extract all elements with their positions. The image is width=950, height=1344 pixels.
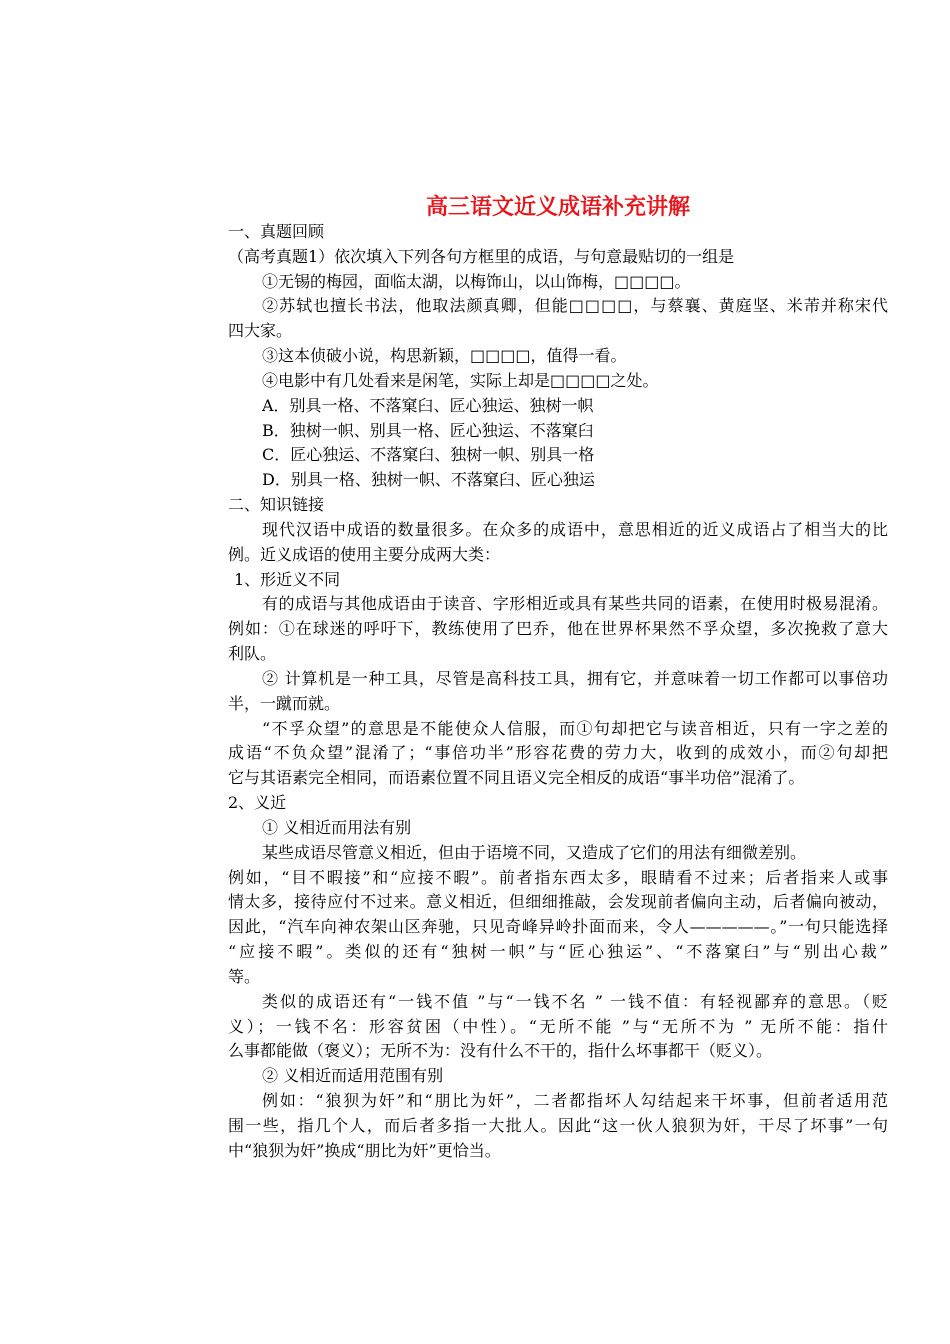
sub-point-heading: ① 义相近而用法有别 [262, 817, 412, 837]
text-line: 例如：①在球迷的呼吁下，教练使用了巴乔，他在世界杯果然不孚众望，多次挽救了意大 [228, 619, 888, 639]
text-line: 利队。 [228, 644, 277, 664]
text-line: 某些成语尽管意义相近，但由于语境不同，又造成了它们的用法有细微差别。 [262, 842, 807, 862]
subsection-heading: 1、形近义不同 [234, 569, 341, 589]
text-line: 现代汉语中成语的数量很多。在众多的成语中，意思相近的近义成语占了相当大的比 [262, 519, 888, 539]
text-line: 例如：“狼狈为奸”和“朋比为奸”，二者都指坏人勾结起来干坏事，但前者适用范 [262, 1090, 888, 1110]
page-title: 高三语文近义成语补充讲解 [425, 194, 690, 220]
question-sentence-4: ④电影中有几处看来是闲笔，实际上却是□□□□之处。 [262, 370, 659, 390]
question-sentence-3: ③这本侦破小说，构思新颖，□□□□，值得一看。 [262, 346, 627, 366]
question-sentence-2: ②苏轼也擅长书法，他取法颜真卿，但能□□□□，与蔡襄、黄庭坚、米芾并称宋代 [262, 296, 888, 316]
text-line: 例如，“目不暇接”和“应接不暇”。前者指东西太多，眼睛看不过来；后者指来人或事 [228, 867, 888, 887]
document-body [228, 220, 888, 1163]
text-line: 义）；一钱不名：形容贫困（中性）。“无所不能 ”与“无所不为 ” 无所不能：指什 [228, 1016, 888, 1036]
text-line: 例。近义成语的使用主要分成两大类： [228, 544, 501, 564]
text-line: 么事都能做（褒义）；无所不为：没有什么不干的，指什么坏事都干（贬义）。 [228, 1041, 773, 1061]
question-sentence-1: ①无锡的梅园，面临太湖，以梅饰山，以山饰梅，□□□□。 [262, 271, 691, 291]
text-line: 等。 [228, 966, 261, 986]
text-line: 半，一蹴而就。 [228, 693, 341, 713]
option-a: A．别具一格、不落窠臼、匠心独运、独树一帜 [262, 395, 594, 415]
question-stem: （高考真题1）依次填入下列各句方框里的成语，与句意最贴切的一组是 [228, 246, 735, 266]
option-b: B．独树一帜、别具一格、匠心独运、不落窠臼 [262, 420, 594, 440]
text-line: 中“狼狈为奸”换成“朋比为奸”更恰当。 [228, 1140, 501, 1160]
text-line: 情太多，接待应付不过来。意义相近，但细细推敲，会发现前者偏向主动，后者偏向被动， [228, 892, 888, 912]
text-line: “应接不暇”。类似的还有“独树一帜”与“匠心独运”、“不落窠臼”与“别出心裁” [228, 942, 888, 962]
text-line: 围一些，指几个人，而后者多指一大批人。因此“这一伙人狼狈为奸，干尽了坏事”一句 [228, 1115, 888, 1135]
text-line: 因此，“汽车向神农架山区奔驰，只见奇峰异岭扑面而来，令人—————。”一句只能选择 [228, 917, 888, 937]
option-d: D．别具一格、独树一帜、不落窠臼、匠心独运 [262, 470, 595, 490]
text-line: ② 计算机是一种工具，尽管是高科技工具，拥有它，并意味着一切工作都可以事倍功 [262, 668, 888, 688]
text-line: “不孚众望”的意思是不能使众人信服，而①句却把它与读音相近，只有一字之差的 [262, 718, 888, 738]
text-line: 成语“不负众望”混淆了；“事倍功半”形容花费的劳力大，收到的成效小，而②句却把 [228, 743, 888, 763]
sub-point-heading: ② 义相近而适用范围有别 [262, 1066, 444, 1086]
section-heading: 二、知识链接 [228, 495, 325, 515]
text-line: 有的成语与其他成语由于读音、字形相近或具有某些共同的语素，在使用时极易混淆。 [262, 594, 888, 614]
section-heading: 一、真题回顾 [228, 222, 325, 241]
question-sentence-2-cont: 四大家。 [228, 321, 293, 341]
option-c: C．匠心独运、不落窠臼、独树一帜、别具一格 [262, 445, 595, 465]
text-line: 类似的成语还有“一钱不值 ”与“一钱不名 ” 一钱不值：有轻视鄙弃的意思。（贬 [262, 991, 888, 1011]
text-line: 它与其语素完全相同，而语素位置不同且语义完全相反的成语“事半功倍”混淆了。 [228, 768, 805, 788]
subsection-heading: 2、义近 [228, 793, 287, 813]
